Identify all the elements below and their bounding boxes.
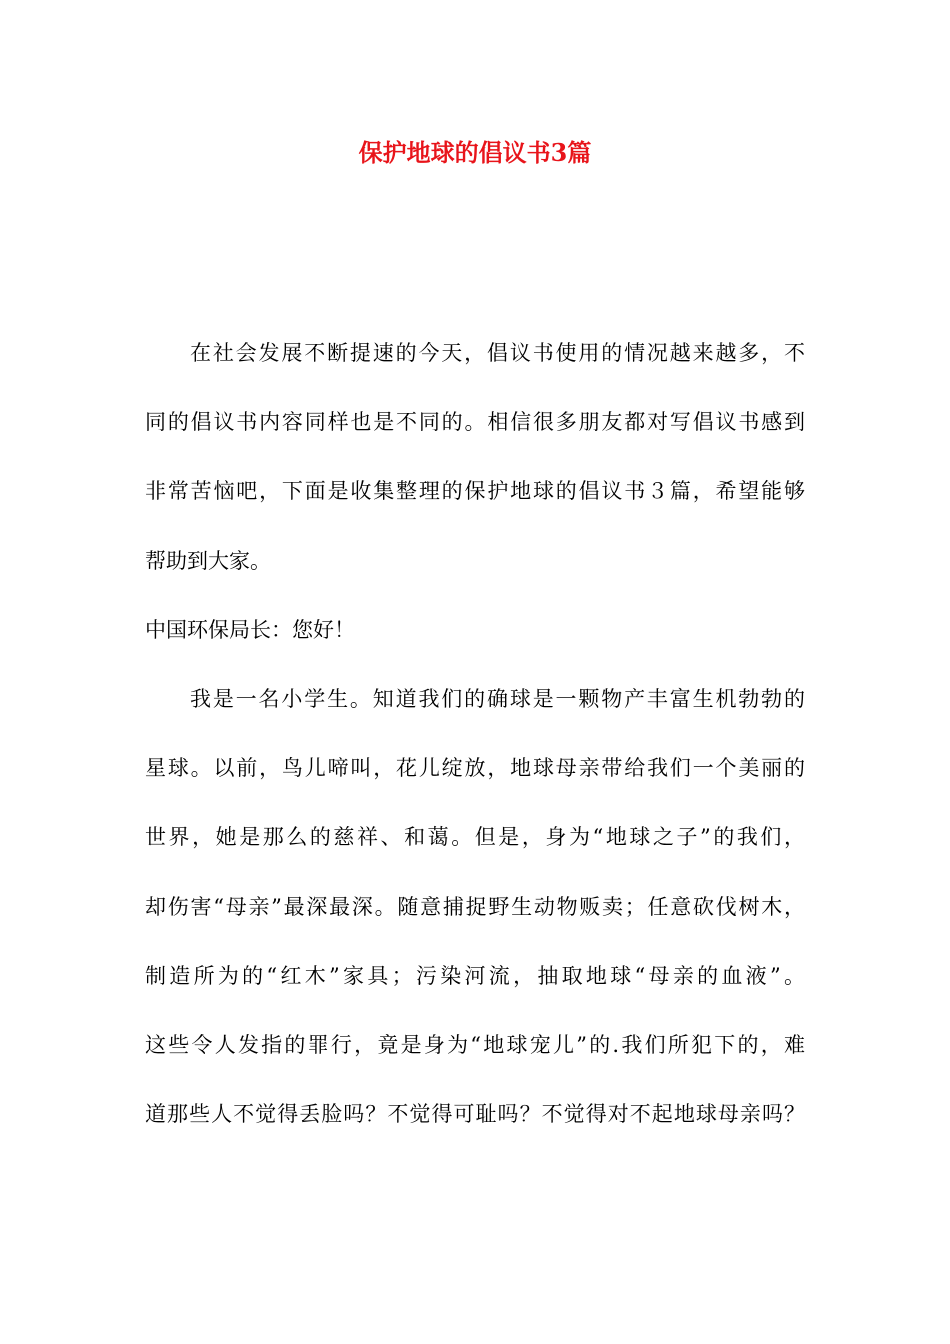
body-line-7: 星球。以前，鸟儿啼叫，花儿绽放，地球母亲带给我们一个美丽的 <box>145 756 805 781</box>
document-body <box>145 319 805 1149</box>
body-line-8: 世界，她是那么的慈祥、和蔼。但是，身为“地球之子”的我们， <box>145 825 805 850</box>
body-line-1: 在社会发展不断提速的今天，倡议书使用的情况越来越多，不 <box>190 341 805 365</box>
body-line-2: 同的倡议书内容同样也是不同的。相信很多朋友都对写倡议书感到 <box>145 410 805 435</box>
salutation-line: 中国环保局长：您好！ <box>145 617 355 642</box>
body-line-3: 非常苦恼吧，下面是收集整理的保护地球的倡议书３篇，希望能够 <box>145 479 805 504</box>
body-line-12: 道那些人不觉得丢脸吗？不觉得可耻吗？不觉得对不起地球母亲吗？ <box>145 1102 805 1127</box>
body-line-4: 帮助到大家。 <box>145 548 271 573</box>
body-line-9: 却伤害“母亲”最深最深。随意捕捉野生动物贩卖；任意砍伐树木， <box>145 894 805 919</box>
document-title: 保护地球的倡议书3篇 <box>358 138 592 167</box>
body-line-6: 我是一名小学生。知道我们的确球是一颗物产丰富生机勃勃的 <box>190 686 805 711</box>
body-line-11: 这些令人发指的罪行，竟是身为“地球宠儿”的.我们所犯下的，难 <box>145 1032 805 1057</box>
body-line-10: 制造所为的“红木”家具；污染河流，抽取地球“母亲的血液”。 <box>145 963 805 988</box>
